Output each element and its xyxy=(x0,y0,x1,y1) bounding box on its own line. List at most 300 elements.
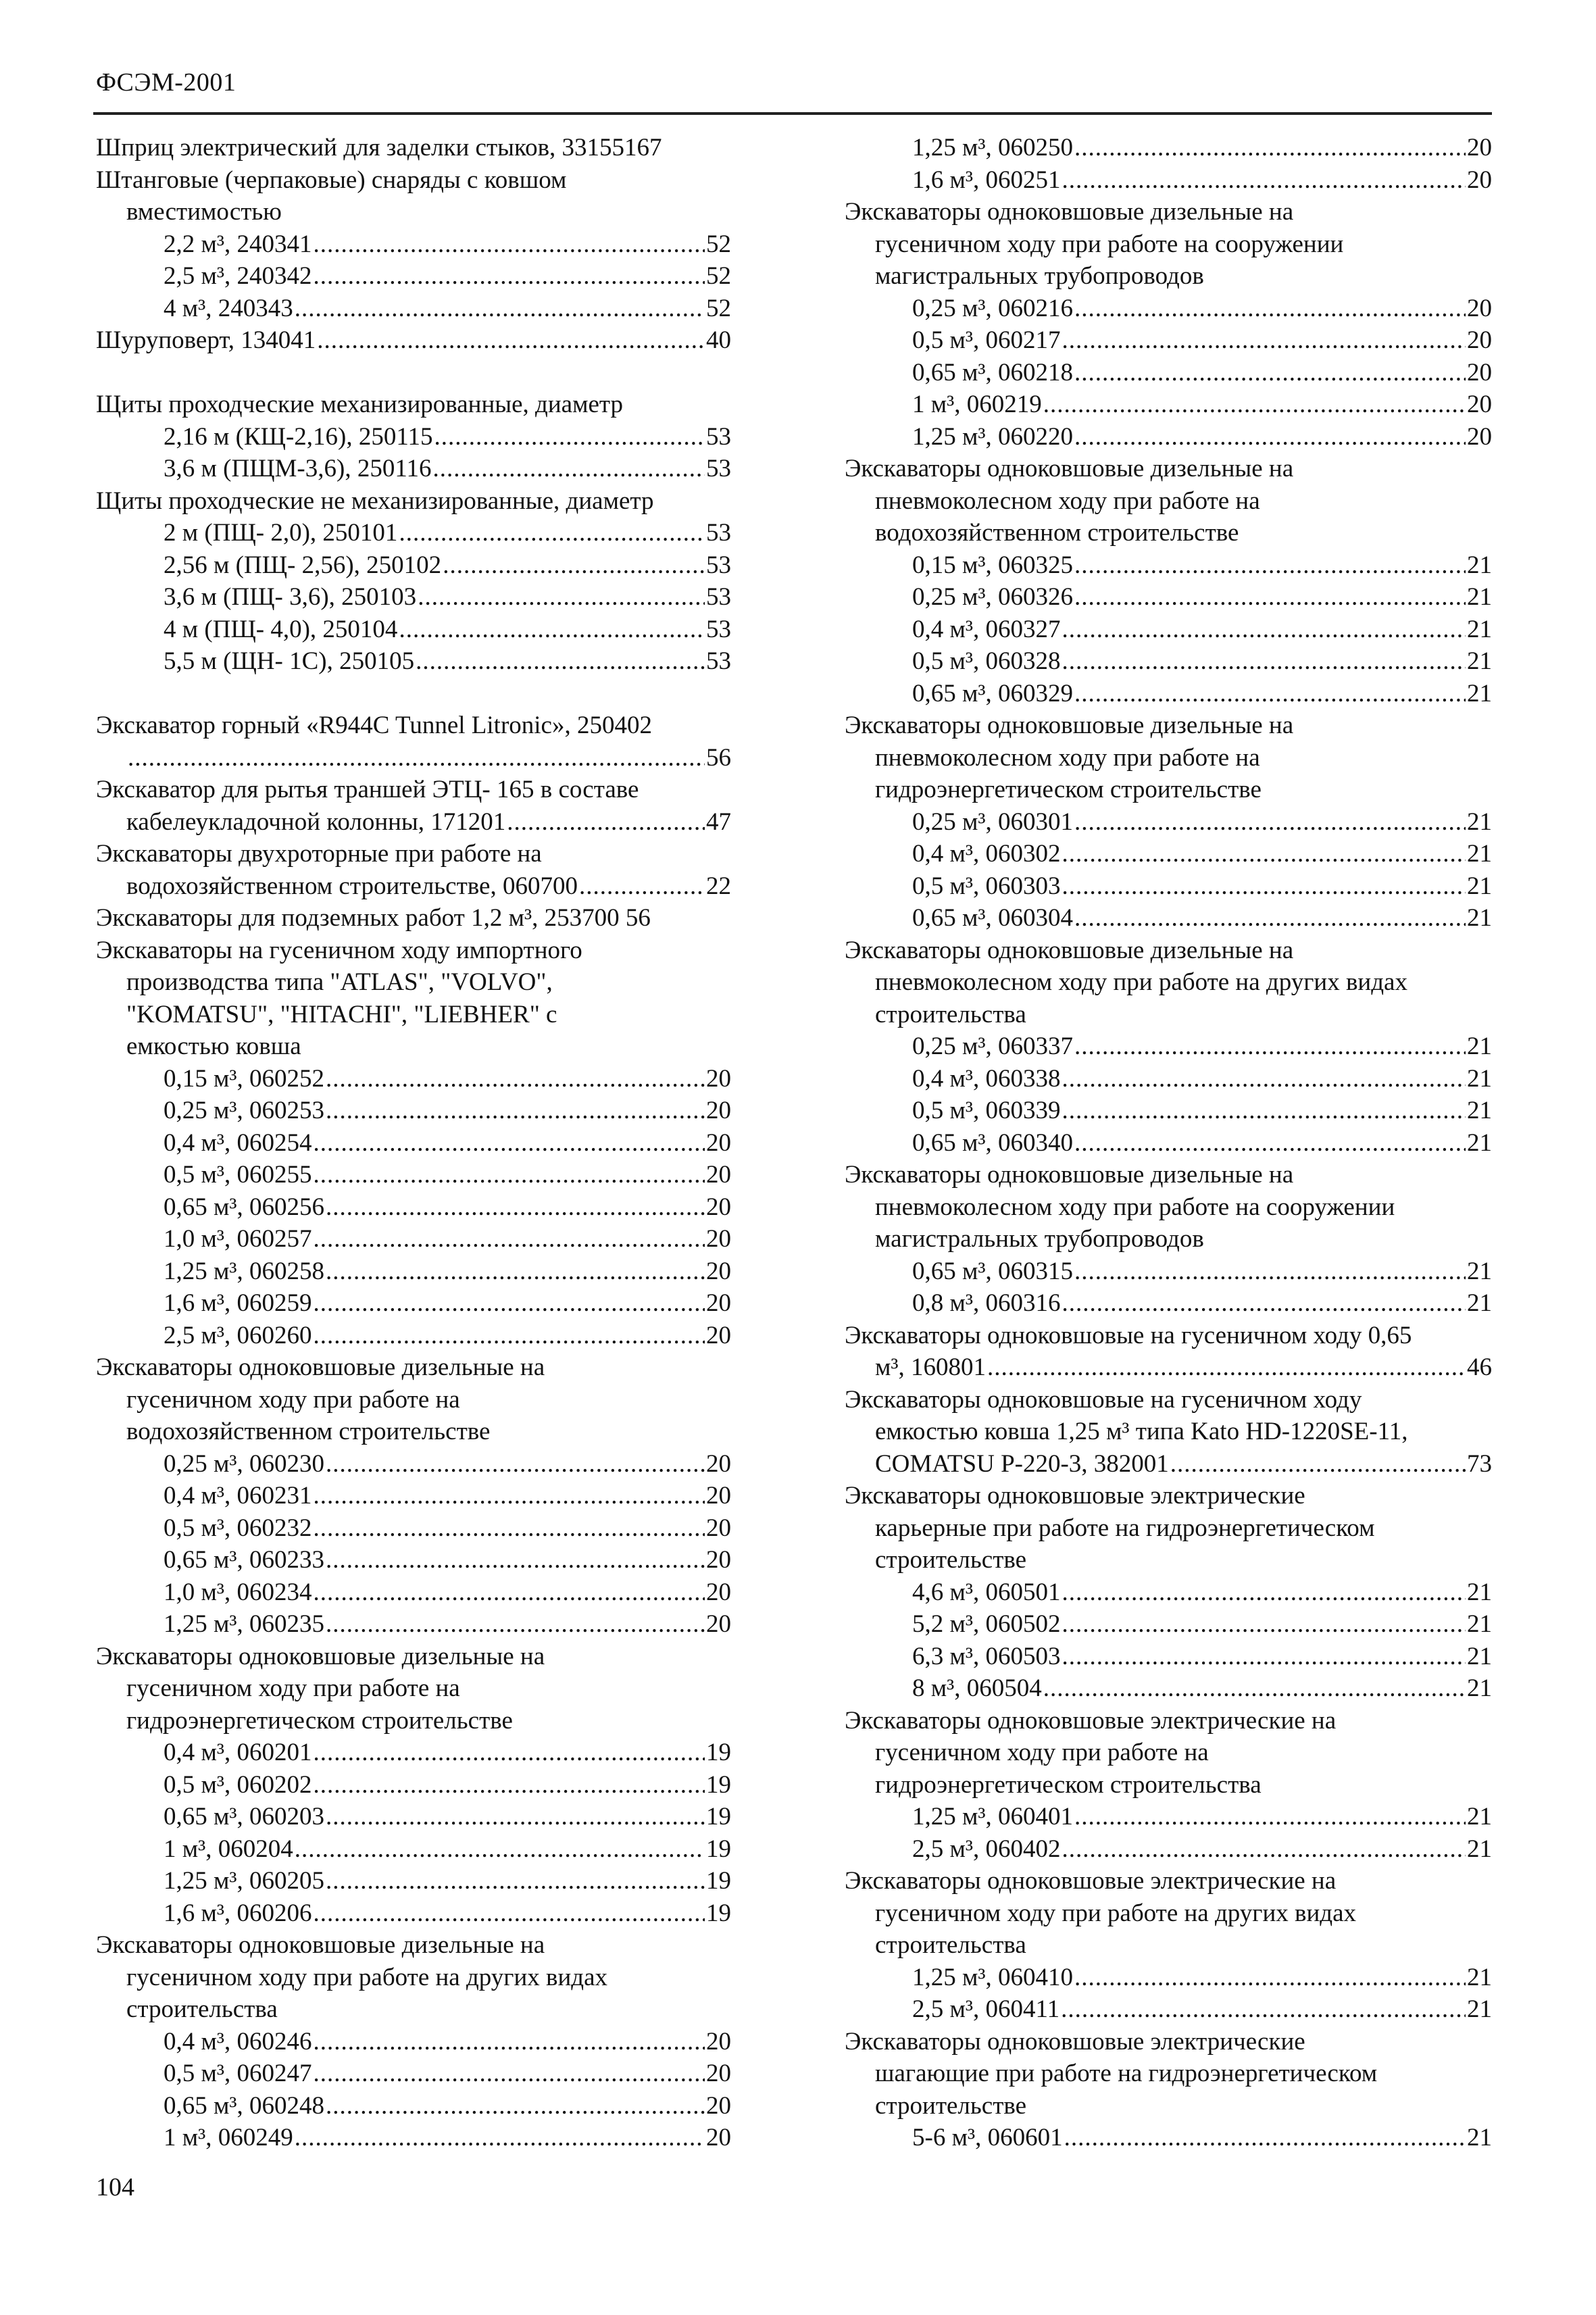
index-entry-continuation xyxy=(845,230,1492,262)
dot-leader xyxy=(314,1481,705,1510)
dot-leader xyxy=(314,2027,705,2056)
dot-leader xyxy=(1062,1578,1466,1607)
dot-leader xyxy=(1074,422,1466,451)
index-entry xyxy=(845,1835,1492,1867)
entry-label: 1,25 м³, 060410 xyxy=(912,1963,1074,1991)
entry-label: 1,25 м³, 060220 xyxy=(912,422,1074,451)
entry-page-number: 21 xyxy=(1467,1963,1492,1991)
entry-label: 2 м (ПЩ- 2,0), 250101 xyxy=(164,519,398,547)
entry-label: 0,15 м³, 060325 xyxy=(912,551,1074,579)
index-entry-continuation xyxy=(845,1738,1492,1770)
entry-text: "KOMATSU", "HITACHI", "LIEBHER" с xyxy=(126,1000,557,1028)
entry-text: производства типа "ATLAS", "VOLVO", xyxy=(126,968,553,996)
entry-label: 0,65 м³, 060329 xyxy=(912,679,1074,707)
index-entry xyxy=(96,454,731,487)
entry-label: 0,25 м³, 060326 xyxy=(912,583,1074,611)
dot-leader xyxy=(326,1193,705,1222)
entry-label: 1,25 м³, 060235 xyxy=(164,1610,325,1638)
entry-label: 0,25 м³, 060337 xyxy=(912,1032,1074,1060)
entry-page-number: 21 xyxy=(1467,1995,1492,2023)
entry-text: Экскаватор горный «R944C Tunnel Litronic», 250402 xyxy=(96,712,652,739)
dot-leader xyxy=(1062,1064,1466,1093)
dot-leader xyxy=(314,1899,705,1928)
dot-leader xyxy=(1074,1802,1466,1831)
dot-leader xyxy=(326,1866,705,1895)
index-entry xyxy=(845,582,1492,615)
index-entry-heading xyxy=(96,903,731,936)
dot-leader xyxy=(326,1545,705,1574)
entry-text: гусеничном ходу при работе на xyxy=(126,1674,460,1702)
entry-page-number: 20 xyxy=(706,1064,731,1093)
index-entry xyxy=(96,807,731,840)
index-entry-heading xyxy=(845,1866,1492,1899)
entry-label: 0,65 м³, 060233 xyxy=(164,1546,325,1574)
entry-text: гусеничном ходу при работе на сооружении xyxy=(875,230,1344,258)
index-entry xyxy=(96,422,731,455)
index-entry xyxy=(96,1578,731,1610)
index-entry-continuation xyxy=(845,1899,1492,1931)
entry-label: кабелеукладочной колонны, 171201 xyxy=(126,807,506,836)
index-entry xyxy=(845,1257,1492,1289)
index-entry-continuation xyxy=(96,1995,731,2027)
entry-text: Экскаваторы одноковшовые дизельные на xyxy=(96,1353,545,1381)
entry-text: Щиты проходческие не механизированные, диаметр xyxy=(96,487,654,515)
entry-page-number: 46 xyxy=(1467,1353,1492,1381)
entry-text: строительства xyxy=(875,1931,1026,1959)
dot-leader xyxy=(314,1321,705,1350)
entry-page-number: 20 xyxy=(1467,166,1492,194)
entry-label: 0,5 м³, 060255 xyxy=(164,1161,312,1189)
index-entry-heading xyxy=(96,133,731,166)
index-entry xyxy=(96,872,731,904)
entry-page-number: 21 xyxy=(1467,2124,1492,2151)
index-entry xyxy=(96,1738,731,1770)
index-entry-heading xyxy=(845,936,1492,968)
dot-leader xyxy=(1074,133,1466,162)
entry-text: шагающие при работе на гидроэнергетическом xyxy=(875,2060,1378,2087)
entry-page-number: 52 xyxy=(706,230,731,258)
entry-label: 5-6 м³, 060601 xyxy=(912,2124,1063,2151)
entry-page-number: 20 xyxy=(1467,326,1492,354)
entry-page-number: 19 xyxy=(706,1770,731,1799)
index-entry xyxy=(96,1128,731,1161)
entry-page-number: 21 xyxy=(1467,904,1492,932)
entry-text: Экскаваторы одноковшовые дизельные на xyxy=(845,936,1294,964)
entry-text: карьерные при работе на гидроэнергетическом xyxy=(875,1514,1375,1542)
dot-leader xyxy=(1074,807,1466,837)
entry-text: строительстве xyxy=(875,1546,1027,1574)
index-entry xyxy=(96,262,731,294)
index-entry-continuation xyxy=(96,1385,731,1418)
entry-page-number: 20 xyxy=(706,1097,731,1124)
index-entry xyxy=(96,1610,731,1642)
entry-label: 1,0 м³, 060257 xyxy=(164,1225,312,1253)
index-entry-continuation xyxy=(845,1931,1492,1963)
entry-label: 0,25 м³, 060253 xyxy=(164,1097,325,1124)
dot-leader xyxy=(295,294,705,323)
entry-text: Экскаваторы одноковшовые на гусеничном ходу 0,65 xyxy=(845,1321,1412,1349)
index-entry xyxy=(845,1578,1492,1610)
entry-label: 1,25 м³, 060250 xyxy=(912,134,1074,161)
index-entry xyxy=(96,1835,731,1867)
page-header-title: ФСЭМ-2001 xyxy=(96,68,236,97)
entry-page-number: 20 xyxy=(706,1482,731,1510)
entry-label: 0,65 м³, 060256 xyxy=(164,1193,325,1221)
entry-page-number: 21 xyxy=(1467,1835,1492,1863)
dot-leader xyxy=(418,582,705,612)
index-entry xyxy=(845,679,1492,712)
dot-leader xyxy=(314,1289,705,1318)
entry-label: 0,4 м³, 060338 xyxy=(912,1064,1061,1093)
entry-label: 0,5 м³, 060339 xyxy=(912,1097,1061,1124)
entry-text: Экскаваторы одноковшовые дизельные на xyxy=(845,198,1294,226)
dot-leader xyxy=(295,1835,705,1864)
entry-label: 0,5 м³, 060303 xyxy=(912,872,1061,900)
entry-page-number: 20 xyxy=(706,1257,731,1285)
index-entry xyxy=(845,166,1492,198)
entry-label: 0,65 м³, 060340 xyxy=(912,1128,1074,1157)
entry-page-number: 20 xyxy=(706,1321,731,1349)
index-entry-heading xyxy=(845,711,1492,743)
dot-leader xyxy=(1062,1610,1466,1639)
index-entry-heading xyxy=(845,1160,1492,1193)
entry-text: гидроэнергетическом строительства xyxy=(875,1770,1262,1799)
dot-leader xyxy=(987,1353,1466,1382)
entry-text: гидроэнергетическом строительстве xyxy=(126,1706,513,1735)
entry-label: 0,5 м³, 060202 xyxy=(164,1770,312,1799)
entry-page-number: 21 xyxy=(1467,1642,1492,1670)
entry-label: 1,6 м³, 060251 xyxy=(912,166,1061,194)
header-divider xyxy=(93,112,1492,115)
index-entry xyxy=(845,390,1492,422)
index-entry-heading xyxy=(845,197,1492,230)
index-entry xyxy=(96,230,731,262)
entry-label: 0,25 м³, 060216 xyxy=(912,294,1074,322)
dot-leader xyxy=(1062,872,1466,901)
entry-label: 0,15 м³, 060252 xyxy=(164,1064,325,1093)
index-entry-heading xyxy=(845,454,1492,487)
entry-label: 2,5 м³, 240342 xyxy=(164,262,312,290)
dot-leader xyxy=(1062,326,1466,355)
index-entry xyxy=(845,294,1492,326)
entry-text: Экскаваторы двухроторные при работе на xyxy=(96,840,542,868)
entry-page-number: 20 xyxy=(706,1449,731,1478)
entry-text: пневмоколесном ходу при работе на xyxy=(875,487,1260,515)
index-entry-continuation xyxy=(96,197,731,230)
index-entry-continuation xyxy=(845,1514,1492,1546)
entry-label: 1,25 м³, 060205 xyxy=(164,1867,325,1895)
index-entry-heading xyxy=(96,936,731,968)
dot-leader xyxy=(1074,1032,1466,1061)
entry-text: Экскаваторы на гусеничном ходу импортного xyxy=(96,936,582,964)
index-entry xyxy=(845,326,1492,358)
index-entry xyxy=(845,1096,1492,1128)
entry-page-number: 20 xyxy=(706,1289,731,1317)
entry-label: 3,6 м (ПЩ- 3,6), 250103 xyxy=(164,583,417,611)
entry-page-number: 56 xyxy=(706,743,731,772)
dot-leader xyxy=(1061,1995,1466,2024)
index-entry-continuation xyxy=(96,968,731,1000)
dot-leader xyxy=(1074,358,1466,387)
entry-label: 2,2 м³, 240341 xyxy=(164,230,312,258)
index-entry-continuation xyxy=(845,1193,1492,1225)
index-entry-continuation xyxy=(845,487,1492,519)
entry-page-number: 21 xyxy=(1467,679,1492,707)
dot-leader xyxy=(128,743,705,772)
entry-label: 0,4 м³, 060254 xyxy=(164,1128,312,1157)
entry-page-number: 19 xyxy=(706,1867,731,1895)
index-entry xyxy=(845,1610,1492,1642)
entry-text: Экскаватор для рытья траншей ЭТЦ- 165 в составе xyxy=(96,776,639,803)
index-entry-heading xyxy=(96,1353,731,1385)
entry-page-number: 20 xyxy=(706,1225,731,1253)
entry-text: Щиты проходческие механизированные, диаметр xyxy=(96,391,624,418)
entry-label: 2,16 м (КЩ-2,16), 250115 xyxy=(164,422,433,451)
dot-leader xyxy=(1062,647,1466,676)
entry-label: 6,3 м³, 060503 xyxy=(912,1642,1061,1670)
entry-page-number: 52 xyxy=(706,294,731,322)
index-entry xyxy=(96,1096,731,1128)
dot-leader xyxy=(314,230,705,259)
dot-leader xyxy=(314,1160,705,1189)
index-entry-continuation xyxy=(845,262,1492,294)
dot-leader xyxy=(1062,1835,1466,1864)
entry-label: 1 м³, 060249 xyxy=(164,2124,293,2151)
index-entry xyxy=(96,582,731,615)
dot-leader xyxy=(326,1610,705,1639)
index-entry xyxy=(845,1802,1492,1835)
entry-text: водохозяйственном строительстве xyxy=(875,519,1239,547)
index-entry xyxy=(96,326,731,358)
index-entry xyxy=(96,551,731,583)
index-entry xyxy=(845,551,1492,583)
index-entry xyxy=(845,1032,1492,1064)
entry-label: м³, 160801 xyxy=(875,1353,987,1381)
entry-text: пневмоколесном ходу при работе на других видах xyxy=(875,968,1407,996)
dot-leader xyxy=(1074,1963,1466,1992)
entry-page-number: 52 xyxy=(706,262,731,290)
entry-label: 0,5 м³, 060217 xyxy=(912,326,1061,354)
index-entry-heading xyxy=(96,839,731,872)
dot-leader xyxy=(314,1128,705,1158)
dot-leader xyxy=(1074,1257,1466,1286)
entry-page-number: 20 xyxy=(706,1578,731,1606)
index-entry-continuation xyxy=(96,1706,731,1739)
entry-page-number: 20 xyxy=(706,1128,731,1157)
entry-text: гидроэнергетическом строительстве xyxy=(875,776,1262,803)
entry-page-number: 21 xyxy=(1467,1064,1492,1093)
entry-label: 0,5 м³, 060328 xyxy=(912,647,1061,675)
entry-text: Экскаваторы одноковшовые дизельные на xyxy=(845,712,1294,739)
index-entry-heading xyxy=(96,1931,731,1963)
entry-text: гусеничном ходу при работе на других видах xyxy=(126,1963,608,1991)
dot-leader xyxy=(1043,390,1466,419)
index-column-left xyxy=(96,133,731,2156)
index-entry xyxy=(96,1545,731,1578)
entry-page-number: 21 xyxy=(1467,807,1492,836)
index-entry xyxy=(845,2123,1492,2156)
index-entry-heading xyxy=(96,775,731,807)
dot-leader xyxy=(1074,1128,1466,1158)
index-entry xyxy=(96,1257,731,1289)
entry-label: 2,5 м³, 060260 xyxy=(164,1321,312,1349)
entry-page-number: 21 xyxy=(1467,1803,1492,1831)
entry-page-number: 20 xyxy=(706,1610,731,1638)
index-entry xyxy=(96,1802,731,1835)
index-entry xyxy=(845,1289,1492,1321)
entry-text: магистральных трубопроводов xyxy=(875,262,1204,290)
dot-leader xyxy=(326,1802,705,1831)
entry-text: емкостью ковша xyxy=(126,1032,301,1060)
index-entry xyxy=(845,1963,1492,1995)
entry-label: 0,65 м³, 060218 xyxy=(912,358,1074,387)
entry-label: 0,65 м³, 060304 xyxy=(912,904,1074,932)
dot-leader xyxy=(1074,294,1466,323)
entry-page-number: 20 xyxy=(706,2091,731,2120)
index-entry-continuation xyxy=(845,2091,1492,2124)
dot-leader xyxy=(1074,903,1466,932)
dot-leader xyxy=(314,1770,705,1799)
dot-leader xyxy=(416,647,705,676)
dot-leader xyxy=(507,807,705,837)
dot-leader xyxy=(432,454,705,483)
entry-text: Экскаваторы одноковшовые электрические на xyxy=(845,1867,1337,1895)
entry-page-number: 20 xyxy=(706,2027,731,2056)
dot-leader xyxy=(314,2059,705,2088)
entry-label: 2,56 м (ПЩ- 2,56), 250102 xyxy=(164,551,442,579)
index-entry xyxy=(96,647,731,679)
entry-text: гусеничном ходу при работе на xyxy=(126,1385,460,1414)
dot-leader xyxy=(399,518,705,547)
index-entry-continuation xyxy=(845,1224,1492,1257)
entry-page-number: 21 xyxy=(1467,1578,1492,1606)
index-entry xyxy=(845,903,1492,936)
entry-text: Штанговые (черпаковые) снаряды с ковшом xyxy=(96,166,567,194)
entry-text: строительства xyxy=(126,1995,278,2023)
dot-leader xyxy=(326,1449,705,1478)
entry-page-number: 21 xyxy=(1467,647,1492,675)
index-entry xyxy=(845,872,1492,904)
index-entry-heading xyxy=(96,1642,731,1674)
entry-label: 0,65 м³, 060203 xyxy=(164,1803,325,1831)
index-entry-heading xyxy=(96,166,731,198)
index-entry xyxy=(96,2027,731,2060)
dot-leader xyxy=(314,1738,705,1767)
entry-page-number: 20 xyxy=(1467,134,1492,161)
entry-page-number: 20 xyxy=(706,2060,731,2087)
index-entry xyxy=(845,839,1492,872)
entry-page-number: 21 xyxy=(1467,840,1492,868)
entry-label: 0,5 м³, 060247 xyxy=(164,2060,312,2087)
index-entry-continuation xyxy=(845,1000,1492,1032)
entry-label: 0,8 м³, 060316 xyxy=(912,1289,1061,1317)
entry-label: 0,4 м³, 060327 xyxy=(912,615,1061,643)
index-entry xyxy=(96,1866,731,1899)
dot-leader xyxy=(1043,1674,1466,1703)
entry-text: водохозяйственном строительстве xyxy=(126,1418,491,1445)
dot-leader xyxy=(1062,615,1466,644)
index-entry xyxy=(96,2091,731,2124)
entry-page-number: 73 xyxy=(1467,1449,1492,1478)
blank-line xyxy=(96,679,731,712)
entry-label: 2,5 м³, 060402 xyxy=(912,1835,1061,1863)
index-entry xyxy=(96,1770,731,1803)
index-entry xyxy=(845,1995,1492,2027)
index-entry xyxy=(845,1449,1492,1482)
index-entry-continuation xyxy=(96,1963,731,1995)
index-entry xyxy=(845,615,1492,647)
entry-page-number: 21 xyxy=(1467,583,1492,611)
dot-leader xyxy=(1074,679,1466,708)
dot-leader xyxy=(295,2123,705,2152)
entry-label: 4 м (ПЩ- 4,0), 250104 xyxy=(164,615,398,643)
entry-page-number: 21 xyxy=(1467,1032,1492,1060)
index-entry-continuation xyxy=(845,968,1492,1000)
dot-leader xyxy=(1064,2123,1466,2152)
entry-label: 1,6 м³, 060206 xyxy=(164,1899,312,1927)
index-entry-continuation xyxy=(845,2059,1492,2091)
index-entry xyxy=(96,1481,731,1514)
index-entry-continuation xyxy=(96,1417,731,1449)
dot-leader xyxy=(1074,582,1466,612)
entry-page-number: 20 xyxy=(706,1193,731,1221)
index-entry-continuation xyxy=(845,1770,1492,1803)
entry-text: Экскаваторы одноковшовые электрические xyxy=(845,2027,1305,2056)
index-entry xyxy=(96,1224,731,1257)
index-entry xyxy=(96,2123,731,2156)
entry-page-number: 20 xyxy=(1467,358,1492,387)
index-entry xyxy=(96,294,731,326)
entry-page-number: 21 xyxy=(1467,1257,1492,1285)
entry-page-number: 21 xyxy=(1467,551,1492,579)
entry-text: гусеничном ходу при работе на других видах xyxy=(875,1899,1357,1927)
index-entry-heading xyxy=(96,487,731,519)
entry-page-number: 53 xyxy=(706,583,731,611)
index-entry xyxy=(845,133,1492,166)
entry-page-number: 21 xyxy=(1467,872,1492,900)
entry-text: Экскаваторы одноковшовые на гусеничном ходу xyxy=(845,1385,1362,1414)
index-entry-continuation xyxy=(845,775,1492,807)
dot-leader xyxy=(326,1064,705,1093)
index-entry xyxy=(96,1514,731,1546)
dot-leader xyxy=(434,422,705,451)
entry-text: Экскаваторы одноковшовые дизельные на xyxy=(96,1642,545,1670)
entry-page-number: 53 xyxy=(706,551,731,579)
entry-text: магистральных трубопроводов xyxy=(875,1225,1204,1253)
entry-label: 1,6 м³, 060259 xyxy=(164,1289,312,1317)
index-entry-continuation xyxy=(845,1417,1492,1449)
dot-leader xyxy=(443,551,705,580)
entry-page-number: 20 xyxy=(1467,294,1492,322)
index-entry xyxy=(845,1064,1492,1097)
entry-text: пневмоколесном ходу при работе на xyxy=(875,743,1260,772)
entry-text: вместимостью xyxy=(126,198,282,226)
entry-label: 4 м³, 240343 xyxy=(164,294,293,322)
dot-leader xyxy=(314,1224,705,1253)
entry-text: Экскаваторы одноковшовые дизельные на xyxy=(96,1931,545,1959)
entry-label: 0,4 м³, 060302 xyxy=(912,840,1061,868)
dot-leader xyxy=(326,2091,705,2120)
entry-page-number: 21 xyxy=(1467,1097,1492,1124)
entry-label: 8 м³, 060504 xyxy=(912,1674,1042,1702)
entry-page-number: 21 xyxy=(1467,1289,1492,1317)
entry-label: 1 м³, 060204 xyxy=(164,1835,293,1863)
entry-label: 0,5 м³, 060232 xyxy=(164,1514,312,1542)
entry-text: Экскаваторы одноковшовые электрические xyxy=(845,1482,1305,1510)
blank-line xyxy=(96,358,731,391)
entry-text: строительства xyxy=(875,1000,1026,1028)
index-entry-heading xyxy=(845,1706,1492,1739)
